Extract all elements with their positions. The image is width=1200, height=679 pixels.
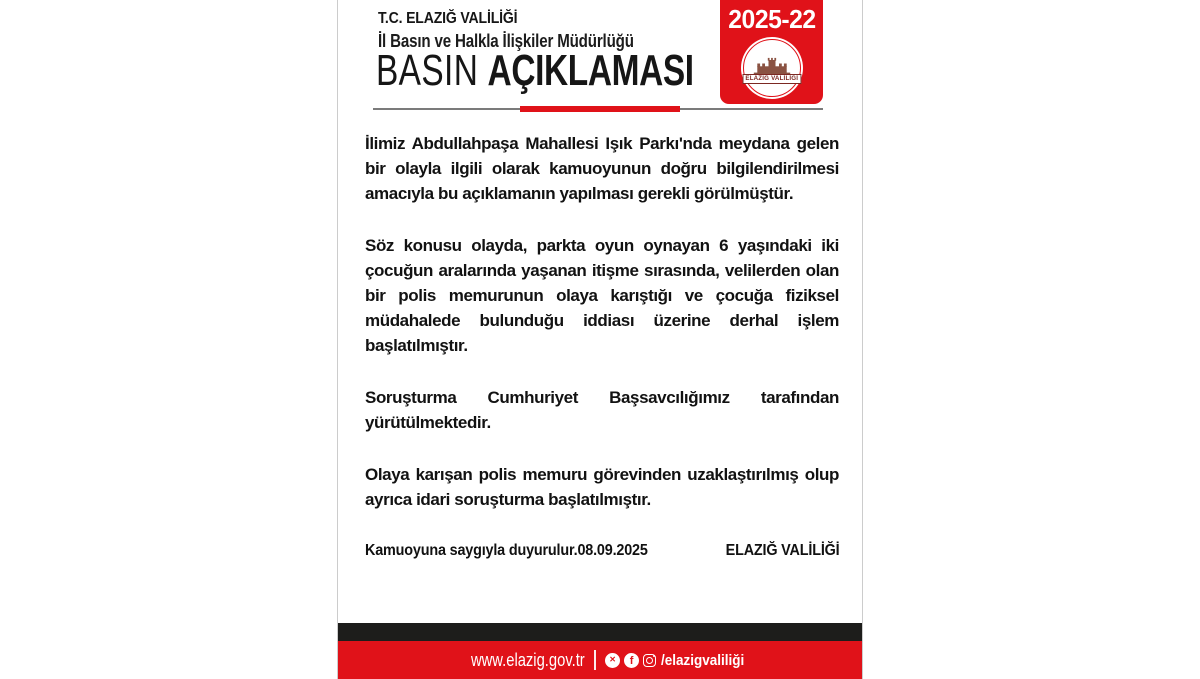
website-link[interactable]: www.elazig.gov.tr (471, 649, 586, 670)
header-separator (373, 108, 823, 110)
signoff-signature: ELAZIĞ VALİLİĞİ (725, 542, 839, 559)
signoff-row (365, 542, 839, 560)
footer-red-bar (338, 641, 862, 679)
page-title (376, 48, 694, 94)
paragraph-2: Söz konusu olayda, parkta oyun oynayan 6 yaşındaki iki çocuğun aralarında yaşanan itişme sırasında, velilerden olan bir polis memurunun olaya karıştığı ve çocuğa fiziksel müdahalede bulunduğu iddiası üzerine derhal işlem başlatılmıştır. (365, 236, 839, 355)
governorship-seal (741, 37, 803, 99)
footer-divider (594, 650, 596, 670)
paragraph-1: İlimiz Abdullahpaşa Mahallesi Işık Parkı'nda meydana gelen bir olayla ilgili olarak kamuoyunun doğru bilgilendirilmesi amacıyla bu açıklamanın yapılması gerekli görülmüştür. (365, 134, 839, 203)
signoff-date: Kamuoyuna saygıyla duyurulur.08.09.2025 (365, 542, 648, 559)
facebook-icon[interactable] (624, 653, 639, 668)
seal-ring (743, 39, 801, 97)
page-title-bold: AÇIKLAMASI (487, 46, 694, 95)
paragraph-3: Soruşturma Cumhuriyet Başsavcılığımız tarafından yürütülmektedir. (365, 388, 839, 432)
x-icon[interactable] (605, 653, 620, 668)
page-title-regular: BASIN (376, 46, 479, 95)
social-handle-link[interactable]: /elazigvaliliği (661, 651, 745, 669)
press-release-body (365, 131, 839, 560)
org-department: İl Basın ve Halkla İlişkiler Müdürlüğü (378, 31, 634, 51)
instagram-icon[interactable] (643, 654, 656, 667)
header-separator-accent (520, 106, 680, 112)
social-icons (605, 653, 656, 668)
x-glyph: ✕ (609, 655, 616, 664)
press-release-card (337, 0, 863, 679)
paragraph-4: Olaya karışan polis memuru görevinden uzaklaştırılmış olup ayrıca idari soruşturma başlatılmıştır. (365, 465, 839, 509)
org-name: T.C. ELAZIĞ VALİLİĞİ (378, 10, 518, 27)
seal-label: ELAZIĞ VALİLİĞİ (742, 74, 801, 84)
footer-black-bar (338, 623, 862, 641)
issue-number: 2025-22 (727, 4, 816, 34)
facebook-glyph: f (629, 654, 634, 667)
issue-badge (720, 0, 823, 104)
